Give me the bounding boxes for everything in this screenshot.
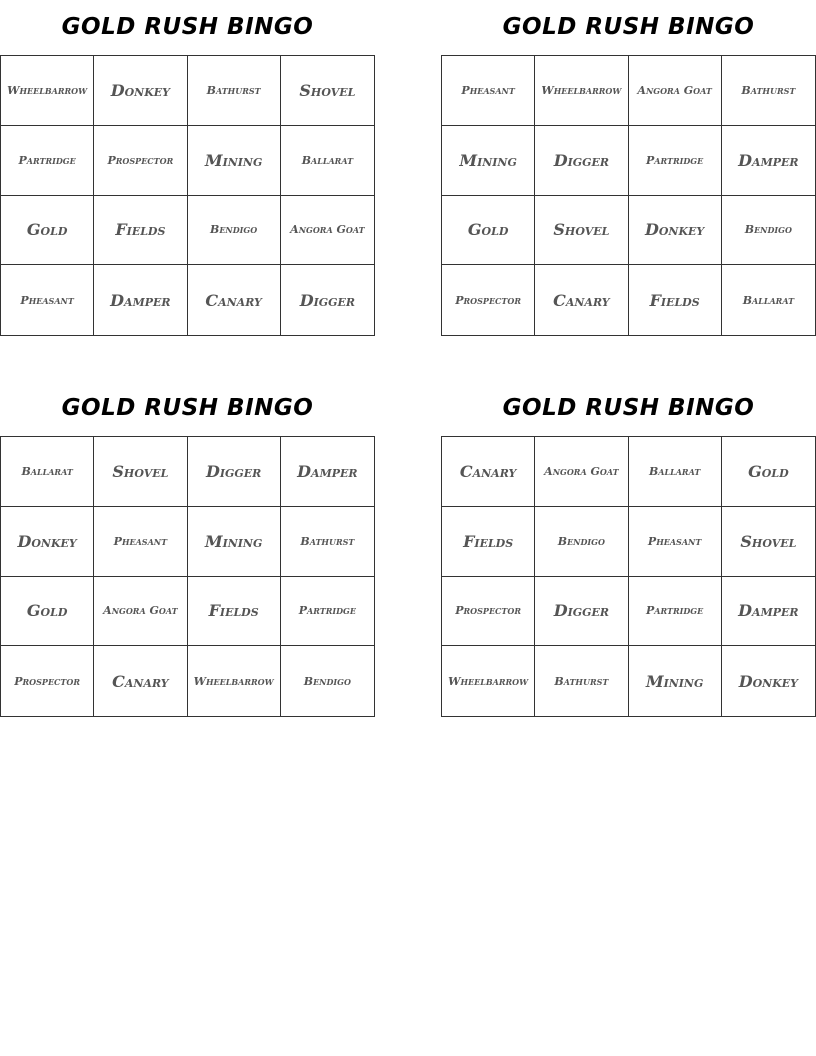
bingo-cell: Mining (629, 646, 722, 716)
bingo-cell: Fields (188, 577, 281, 647)
bingo-card-2 (441, 0, 816, 336)
bingo-cell: Wheelbarrow (535, 56, 628, 126)
bingo-cell: Pheasant (442, 56, 535, 126)
bingo-cell: Bathurst (722, 56, 815, 126)
bingo-cell: Partridge (1, 126, 94, 196)
bingo-cell: Digger (299, 290, 356, 310)
bingo-cell: Pheasant (1, 265, 94, 335)
bingo-cell: Prospector (442, 265, 535, 335)
bingo-cell: Digger (535, 126, 628, 196)
bingo-card-1 (0, 0, 375, 336)
bingo-cell: Damper (281, 437, 374, 507)
bingo-cell: Pheasant (629, 507, 722, 577)
bingo-cell: Canary (535, 265, 628, 335)
bingo-cell: Angora Goat (281, 196, 374, 266)
bingo-card-4 (441, 381, 816, 717)
bingo-cell: Angora Goat (94, 577, 187, 647)
bingo-cell: Prospector (442, 577, 535, 647)
bingo-cell: Bathurst (281, 507, 374, 577)
bingo-cell: Ballarat (742, 293, 795, 307)
bingo-cell: Wheelbarrow (188, 646, 281, 716)
bingo-cell: Gold (1, 577, 94, 647)
bingo-cell: Damper (94, 265, 187, 335)
card-title: GOLD RUSH BINGO (502, 14, 755, 40)
bingo-cell: Donkey (1, 507, 94, 577)
bingo-grid (441, 436, 816, 717)
bingo-cell: Donkey (738, 671, 799, 691)
card-title: GOLD RUSH BINGO (61, 14, 314, 40)
bingo-cell: Donkey (629, 196, 722, 266)
bingo-grid (0, 55, 375, 336)
bingo-cell: Partridge (629, 577, 722, 647)
bingo-cell: Digger (535, 577, 628, 647)
bingo-cell: Donkey (94, 56, 187, 126)
bingo-cell: Canary (442, 437, 535, 507)
bingo-cell: Prospector (94, 126, 187, 196)
bingo-cell: Wheelbarrow (1, 56, 94, 126)
bingo-cell: Fields (629, 265, 722, 335)
bingo-cell: Mining (442, 126, 535, 196)
bingo-cell: Bathurst (535, 646, 628, 716)
bingo-cell: Fields (94, 196, 187, 266)
bingo-cell: Gold (1, 196, 94, 266)
bingo-cell: Pheasant (94, 507, 187, 577)
bingo-cell: Digger (188, 437, 281, 507)
bingo-cell: Shovel (535, 196, 628, 266)
bingo-cell: Partridge (629, 126, 722, 196)
bingo-cell: Partridge (281, 577, 374, 647)
bingo-cell: Mining (188, 507, 281, 577)
bingo-cell: Fields (442, 507, 535, 577)
bingo-cell: Damper (722, 577, 815, 647)
bingo-cell: Shovel (281, 56, 374, 126)
bingo-cell: Bathurst (188, 56, 281, 126)
bingo-cell: Gold (722, 437, 815, 507)
bingo-cell: Ballarat (1, 437, 94, 507)
bingo-cell: Damper (722, 126, 815, 196)
bingo-card-3 (0, 381, 375, 717)
bingo-cell: Mining (188, 126, 281, 196)
bingo-cell: Shovel (722, 507, 815, 577)
bingo-cell: Gold (442, 196, 535, 266)
bingo-cell: Ballarat (281, 126, 374, 196)
bingo-grid (441, 55, 816, 336)
bingo-grid (0, 436, 375, 717)
bingo-cell: Ballarat (629, 437, 722, 507)
bingo-cell: Bendigo (535, 507, 628, 577)
bingo-cell: Angora Goat (535, 437, 628, 507)
card-title: GOLD RUSH BINGO (502, 395, 755, 421)
card-title: GOLD RUSH BINGO (61, 395, 314, 421)
bingo-cell: Canary (188, 265, 281, 335)
bingo-cell: Canary (94, 646, 187, 716)
bingo-cell: Bendigo (188, 196, 281, 266)
bingo-cell: Angora Goat (629, 56, 722, 126)
bingo-cell: Wheelbarrow (442, 646, 535, 716)
bingo-cell: Prospector (1, 646, 94, 716)
bingo-cell: Bendigo (303, 674, 351, 688)
bingo-cell: Bendigo (722, 196, 815, 266)
bingo-cell: Shovel (94, 437, 187, 507)
